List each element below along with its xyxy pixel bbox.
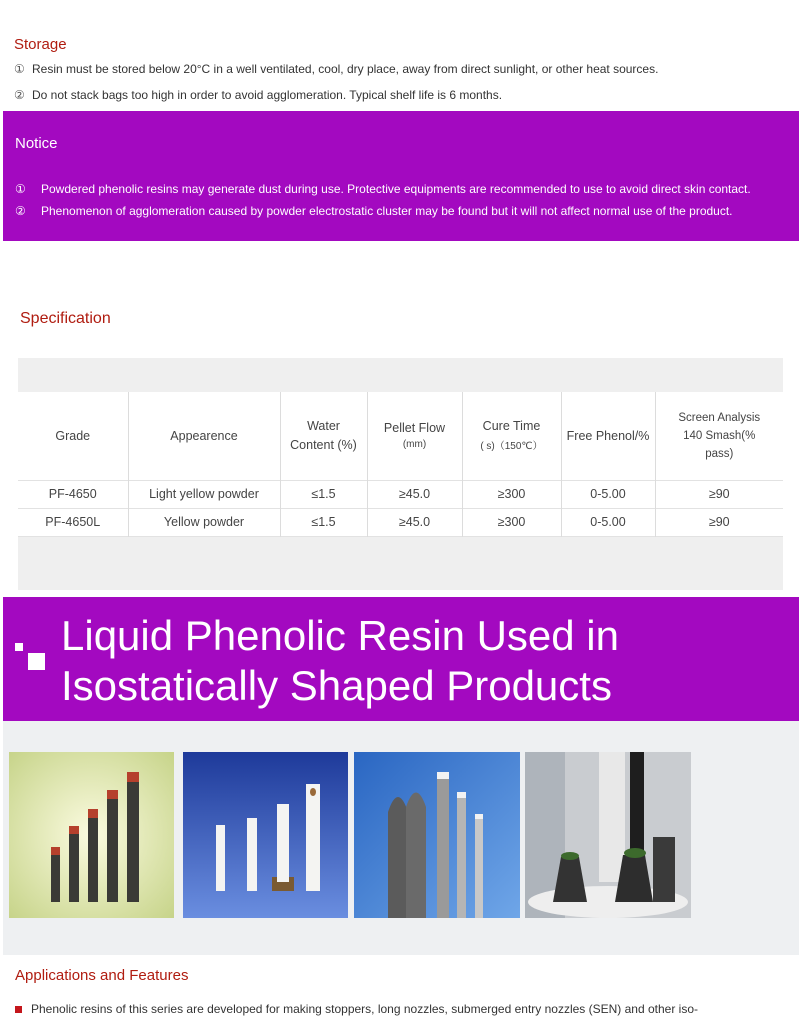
banner-title-line: Liquid Phenolic Resin Used in	[61, 612, 619, 659]
header-grade	[18, 392, 128, 480]
specification-table	[18, 392, 783, 537]
cell-grade: PF-4650L	[18, 508, 128, 536]
notice-item	[15, 204, 733, 218]
cell-free-phenol: 0-5.00	[561, 508, 655, 536]
header-water-content	[280, 392, 367, 480]
grey-stoppers-photo	[354, 752, 520, 918]
header-free-phenol	[561, 392, 655, 480]
item-number: ①	[15, 182, 26, 196]
storage-item-text: Resin must be stored below 20°C in a well ventilated, cool, dry place, away from direct sunlight, or other heat sources.	[32, 62, 659, 76]
banner-title-line: Isostatically Shaped Products	[61, 662, 612, 709]
header-cure-time	[462, 392, 561, 480]
exhibit-products-photo	[525, 752, 691, 918]
notice-panel	[3, 111, 799, 241]
header-label: Grade	[55, 428, 91, 443]
item-number: ②	[14, 88, 25, 102]
header-label: Appearence	[170, 428, 238, 443]
cell-appearence: Light yellow powder	[128, 480, 280, 508]
specification-title: Specification	[20, 310, 111, 327]
banner-title	[61, 611, 619, 711]
product-gallery	[3, 721, 799, 955]
cell-grade: PF-4650	[18, 480, 128, 508]
header-screen-analysis	[655, 392, 783, 480]
applications-item-text: Phenolic resins of this series are developed for making stoppers, long nozzles, submerged entry nozzles (SEN) and other iso-	[31, 1002, 699, 1016]
header-label: Cure Time	[482, 419, 541, 434]
storage-item-text: Do not stack bags too high in order to avoid agglomeration. Typical shelf life is 6 months.	[32, 88, 503, 102]
applications-title: Applications and Features	[15, 967, 189, 984]
header-unit: (mm)	[402, 439, 427, 451]
cell-pellet-flow: ≥45.0	[367, 480, 462, 508]
specification-panel	[18, 358, 783, 590]
cell-cure-time: ≥300	[462, 480, 561, 508]
cell-water-content: ≤1.5	[280, 508, 367, 536]
header-appearence	[128, 392, 280, 480]
header-unit: ( s)（150℃）	[480, 441, 543, 453]
storage-title: Storage	[14, 36, 67, 53]
storage-item	[14, 62, 658, 76]
cell-cure-time: ≥300	[462, 508, 561, 536]
cell-free-phenol: 0-5.00	[561, 480, 655, 508]
notice-title: Notice	[15, 135, 58, 152]
square-bullet-icon	[15, 1006, 22, 1013]
cell-screen-analysis: ≥90	[708, 487, 730, 501]
square-bullet-icon	[15, 643, 23, 651]
square-bullet-icon	[28, 653, 45, 670]
cell-pellet-flow: ≥45.0	[367, 508, 462, 536]
header-label: Free Phenol/%	[566, 428, 650, 443]
storage-item	[14, 88, 502, 102]
cell-screen-analysis: ≥90	[708, 515, 730, 529]
notice-item-text: Phenomenon of agglomeration caused by powder electrostatic cluster may be found but it will not affect normal use of the product.	[41, 204, 733, 218]
cell-water-content: ≤1.5	[280, 480, 367, 508]
item-number: ①	[14, 62, 25, 76]
applications-item	[15, 1002, 698, 1016]
item-number: ②	[15, 204, 26, 218]
header-label: Pellet Flow	[383, 421, 446, 436]
notice-item-text: Powdered phenolic resins may generate dust during use. Protective equipments are recommended to use to avoid direct skin contact.	[41, 182, 751, 196]
section-banner	[3, 597, 799, 721]
header-label: Screen Analysis 140 Smash(% pass)	[678, 411, 761, 460]
stopper-rods-photo	[9, 752, 174, 918]
white-nozzles-photo	[183, 752, 348, 918]
table-row	[18, 480, 783, 508]
table-header-row	[18, 392, 783, 480]
header-label: Water Content (%)	[290, 418, 357, 452]
table-row	[18, 508, 783, 536]
notice-item	[15, 182, 751, 196]
cell-appearence: Yellow powder	[128, 508, 280, 536]
header-pellet-flow	[367, 392, 462, 480]
